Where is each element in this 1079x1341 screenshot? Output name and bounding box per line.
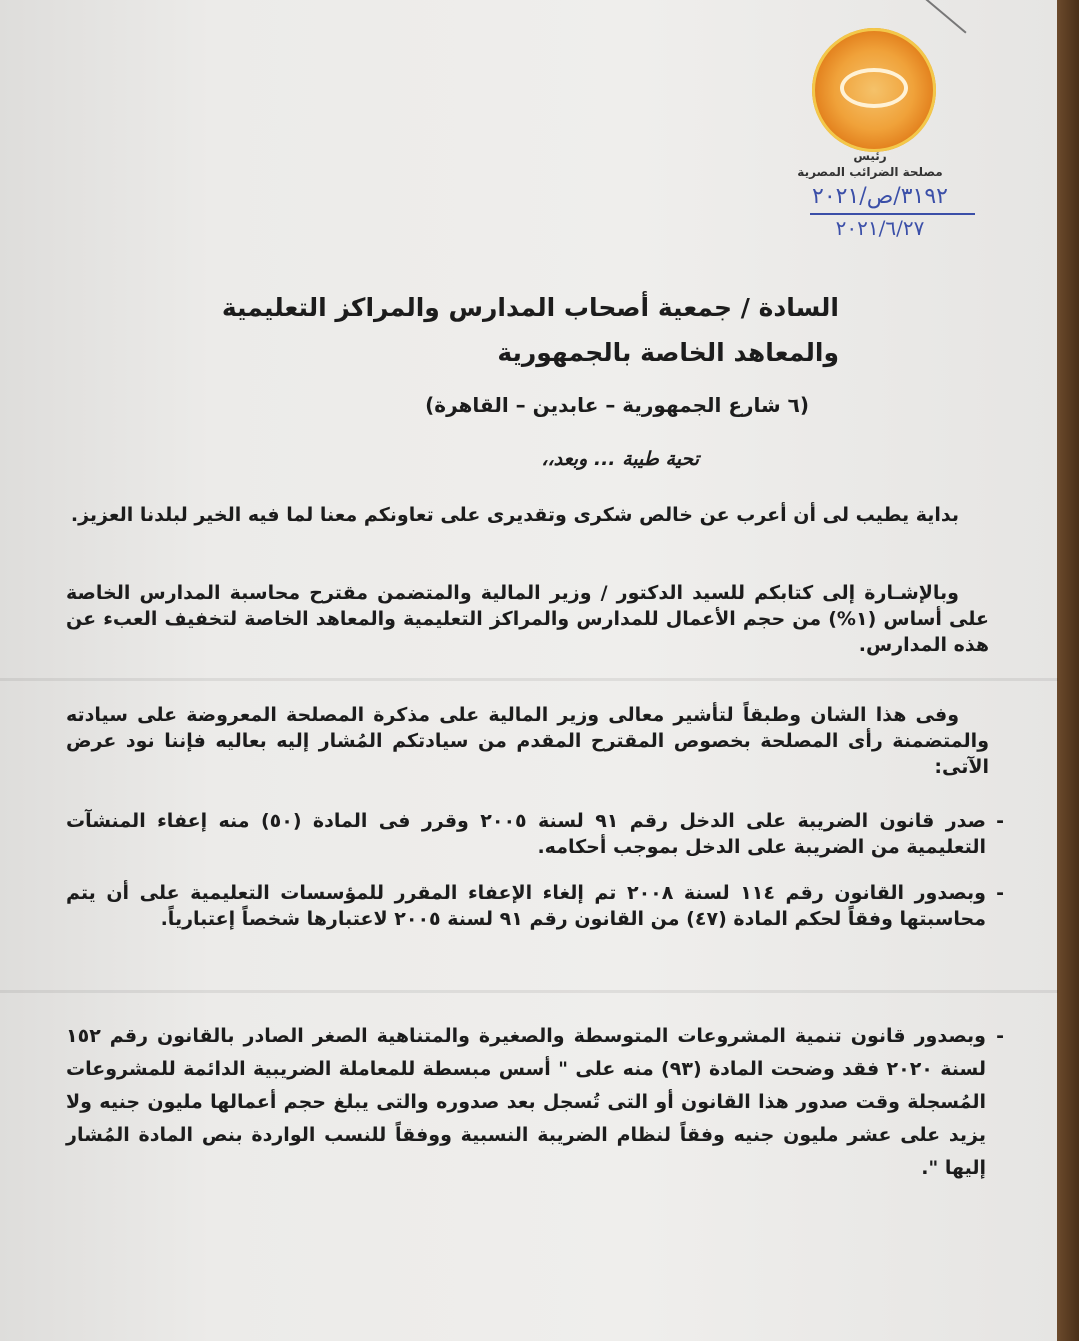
recipient-line-1: السادة / جمعية أصحاب المدارس والمراكز التعليمية xyxy=(221,293,839,322)
letter-date: ٢٠٢١/٦/٢٧ xyxy=(835,216,925,240)
eye-emblem-icon xyxy=(840,68,908,108)
reference-number: ٣١٩٢/ص/٢٠٢١ xyxy=(812,184,948,209)
bullet-item: - صدر قانون الضريبة على الدخل رقم ٩١ لسنة ٢٠٠٥ وقرر فى المادة (٥٠) منه إعفاء المنشآت التعليمية من الضريبة على الدخل بموجب أحكامه. xyxy=(66,808,1004,860)
handwritten-underline xyxy=(810,213,975,215)
letterhead-title: رئيس xyxy=(853,149,887,163)
paragraph: وفى هذا الشان وطبقاً لتأشير معالى وزير المالية على مذكرة المصلحة المعروضة على سيادته والمتضمنة رأى المصلحة بخصوص المقترح المقدم من سيادتكم المُشار إليه بعاليه فإننا نود عرض الآتى: xyxy=(66,704,989,778)
recipient-line-2: والمعاهد الخاصة بالجمهورية xyxy=(497,338,839,367)
paper-fold xyxy=(0,990,1058,993)
paragraph: وبالإشـارة إلى كتابكم للسيد الدكتور / وزير المالية والمتضمن مقترح محاسبة المدارس الخاصة على أساس (١%) من حجم الأعمال للمدارس والمراكز التعليمية والمعاهد الخاصة لتخفيف العبء عن هذه المدارس. xyxy=(66,582,990,656)
letterhead-organization: مصلحة الضرائب المصرية xyxy=(797,165,943,179)
letterhead xyxy=(770,148,970,180)
paper-fold xyxy=(0,678,1058,681)
paragraph: بداية يطيب لى أن أعرب عن خالص شكرى وتقديرى على تعاونكم معنا لما فيه الخير لبلدنا العزيز. xyxy=(70,504,959,526)
tax-authority-logo xyxy=(812,28,936,152)
bullet-item: - وبصدور قانون تنمية المشروعات المتوسطة والصغيرة والمتناهية الصغر الصادر بالقانون رقم ١٥٢ لسنة ٢٠٢٠ فقد وضحت المادة (٩٣) منه على " أسس مبسطة للمعاملة الضريبية الدائمة للمشروعات المُسجلة وقت صدور هذا القانون أو التى تُسجل بعد صدوره والتى يبلغ حجم أعمالها مليون جنيه ولا يزيد على عشر مليون جنيه وفقاً لنظام الضريبة النسبية ووفقاً للنسب الواردة بنص المادة المُشار إليها ". xyxy=(66,1020,1004,1185)
recipient-address: (٦ شارع الجمهورية – عابدين – القاهرة) xyxy=(425,393,809,417)
desk-edge xyxy=(1057,0,1079,1341)
bullet-item: - وبصدور القانون رقم ١١٤ لسنة ٢٠٠٨ تم إلغاء الإعفاء المقرر للمؤسسات التعليمية على أن يتم محاسبتها وفقاً لحكم المادة (٤٧) من القانون رقم ٩١ لسنة ٢٠٠٥ لاعتبارها شخصاً إعتبارياً. xyxy=(66,880,1004,932)
greeting: تحية طيبة ... وبعد،، xyxy=(541,448,699,470)
